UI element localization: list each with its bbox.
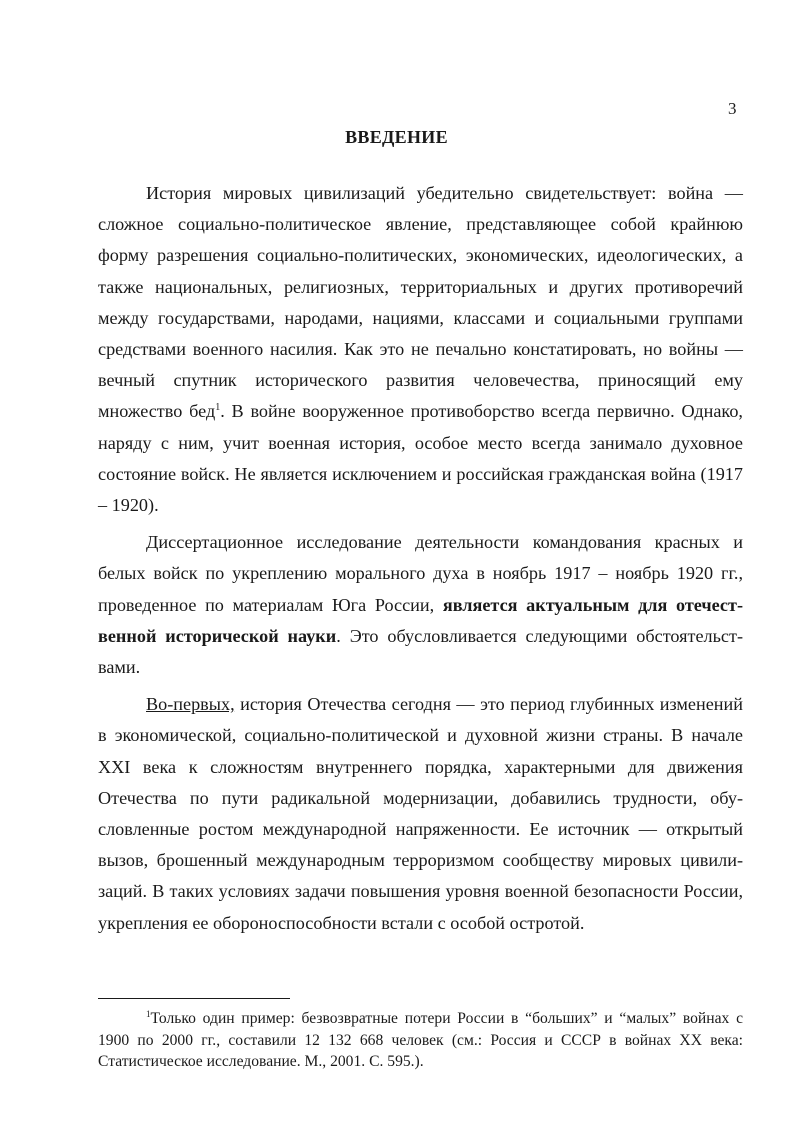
paragraph-2-text-b: . Это обусловливается следующими обстоятельствами. [98, 625, 744, 678]
paragraph-1-text-b: . В войне вооруженное противоборство всегда первично. Однако, наряду с ним, учит военная история, особое место всегда занимало духовное состояние войск. Не является исключением и российская гражданская война (1917 – 1920). [98, 401, 743, 516]
paragraph-2 [98, 527, 743, 683]
footnote-text: Только один пример: безвозвратные потери России в “больших” и “малых” войнах с 1900 по 2000 гг., составили 12 132 668 человек (см.: Россия и СССР в войнах XX века: Статистическое исследование. М., 2001. С. 595.). [98, 1010, 743, 1070]
footnote [98, 1008, 743, 1073]
paragraph-3-text: история Отечества сегодня — это период глубинных изменений в экономической, социально-политической и духовной жизни страны. В начале XXI века к сложностям внутреннего порядка, характерными для движения Отечества по пути радикальной модернизации, добавились трудности, обусловленные ростом международной напряженности. Ее источник — открытый вызов, брошенный международным терроризмом сообществу мировых цивилизаций. В таких условиях задачи повышения уровня военной безопасности России, укрепления ее обороноспособности встали с особой остротой. [98, 694, 743, 933]
footnote-marker: 1 [146, 1008, 151, 1019]
page-number: 3 [728, 99, 737, 118]
paragraph-1 [98, 178, 743, 521]
footnote-reference: 1 [215, 402, 221, 414]
paragraph-2-text-a: Диссертационное исследование деятельности командования красных и белых войск по укреплению морального духа в ноябрь 1917 – ноябрь 1920 гг., проведенное по материалам Юга России, [98, 532, 743, 615]
paragraph-3 [98, 689, 743, 939]
paragraph-1-text-a: История мировых цивилизаций убедительно свидетельствует: война — сложное социально-политическое явление, представляющее собой крайнюю форму разрешения социально-политических, экономических, идеологических, а также национальных, религиозных, территориальных и других противоречий между государствами, народами, нациями, классами и социальными группами средствами военного насилия. Как это не печально констатировать, но войны — вечный спутник исторического развития человечества, приносящий ему множество бед [98, 183, 743, 422]
paragraph-3-lead: Во-первых, [146, 694, 235, 715]
paragraph-2-emphasis: является актуальным для отечественной исторической науки [98, 594, 743, 646]
body-text [98, 178, 743, 945]
section-heading: ВВЕДЕНИЕ [345, 127, 448, 147]
footnote-divider [98, 998, 290, 999]
